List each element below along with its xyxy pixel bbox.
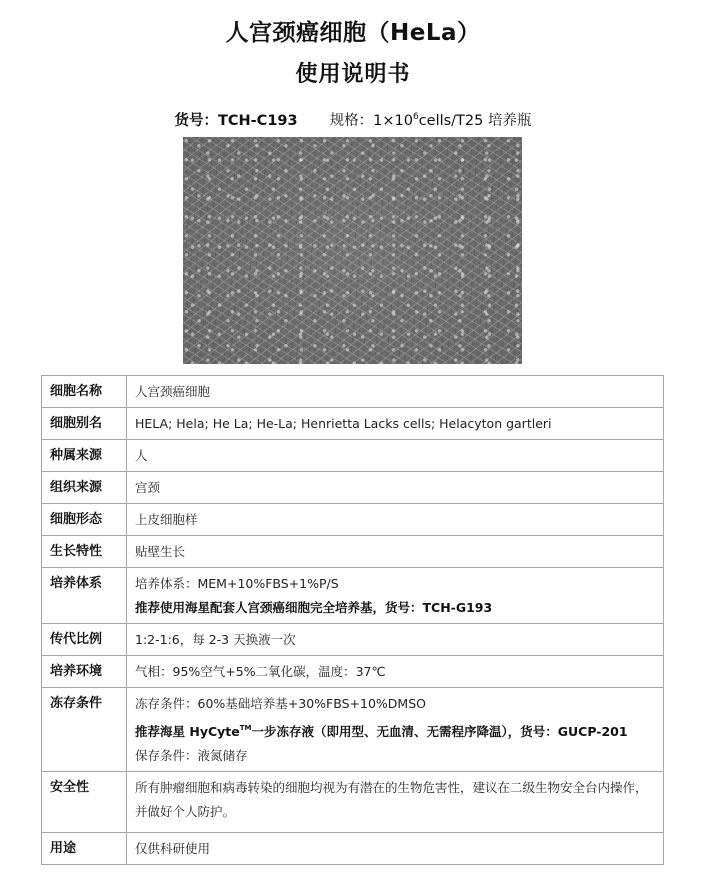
row-value: HELA; Hela; He La; He-La; Henrietta Lacks cells; Helacyton gartleri [127, 408, 664, 440]
row-value: 贴壁生长 [127, 536, 664, 568]
row-label: 细胞形态 [42, 504, 127, 536]
hela-cell-micrograph [183, 137, 522, 364]
culture-system-text: 培养体系：MEM+10%FBS+1%P/S [135, 576, 339, 591]
row-label: 用途 [42, 833, 127, 865]
row-value: 气相：95%空气+5%二氧化碳，温度：37℃ [127, 656, 664, 688]
safety-text: 所有肿瘤细胞和病毒转染的细胞均视为有潜在的生物危害性，建议在二级生物安全台内操作，并做好个人防护。 [135, 780, 648, 819]
table-row [42, 688, 664, 772]
recommended-freezing-medium-text: 推荐海星 HyCyte™一步冻存液（即用型、无血清、无需程序降温），货号：GUCP-201 [135, 724, 628, 739]
table-row [42, 408, 664, 440]
table-row [42, 568, 664, 624]
spec-value-prefix: 1×10 [373, 113, 413, 129]
table-row [42, 376, 664, 408]
table-row [42, 472, 664, 504]
document-title: 人宫颈癌细胞（HeLa） [225, 20, 481, 46]
document-subtitle: 使用说明书 [295, 62, 411, 87]
table-row [42, 833, 664, 865]
cell-info-table [41, 375, 664, 865]
row-label: 培养环境 [42, 656, 127, 688]
row-value [127, 688, 664, 772]
table-row [42, 624, 664, 656]
row-value: 人宫颈癌细胞 [127, 376, 664, 408]
row-label: 培养体系 [42, 568, 127, 624]
row-label: 生长特性 [42, 536, 127, 568]
freezing-condition-text: 冻存条件：60%基础培养基+30%FBS+10%DMSO [135, 696, 426, 711]
row-value [127, 772, 664, 833]
row-value: 宫颈 [127, 472, 664, 504]
catalog-number-value: TCH-C193 [218, 113, 298, 129]
trademark-mark: TM [239, 724, 252, 732]
spec-value-suffix: cells/T25 培养瓶 [418, 113, 532, 129]
row-label: 组织来源 [42, 472, 127, 504]
catalog-number-label: 货号： [174, 113, 218, 129]
table-row [42, 772, 664, 833]
table-row [42, 536, 664, 568]
row-value: 上皮细胞样 [127, 504, 664, 536]
spec-label: 规格： [329, 113, 374, 129]
table-row [42, 440, 664, 472]
row-value: 仅供科研使用 [127, 833, 664, 865]
row-label: 细胞别名 [42, 408, 127, 440]
row-value: 1:2-1:6，每 2-3 天换液一次 [127, 624, 664, 656]
storage-condition-text: 保存条件：液氮储存 [135, 748, 248, 763]
recommended-medium-text: 推荐使用海星配套人宫颈癌细胞完全培养基，货号：TCH-G193 [135, 600, 493, 615]
row-label: 安全性 [42, 772, 127, 833]
row-label: 冻存条件 [42, 688, 127, 772]
row-value [127, 568, 664, 624]
row-label: 种属来源 [42, 440, 127, 472]
spec-value-exponent: 6 [412, 112, 419, 122]
table-row [42, 504, 664, 536]
row-label: 细胞名称 [42, 376, 127, 408]
row-value: 人 [127, 440, 664, 472]
row-label: 传代比例 [42, 624, 127, 656]
product-spec-line [0, 105, 706, 133]
table-row [42, 656, 664, 688]
